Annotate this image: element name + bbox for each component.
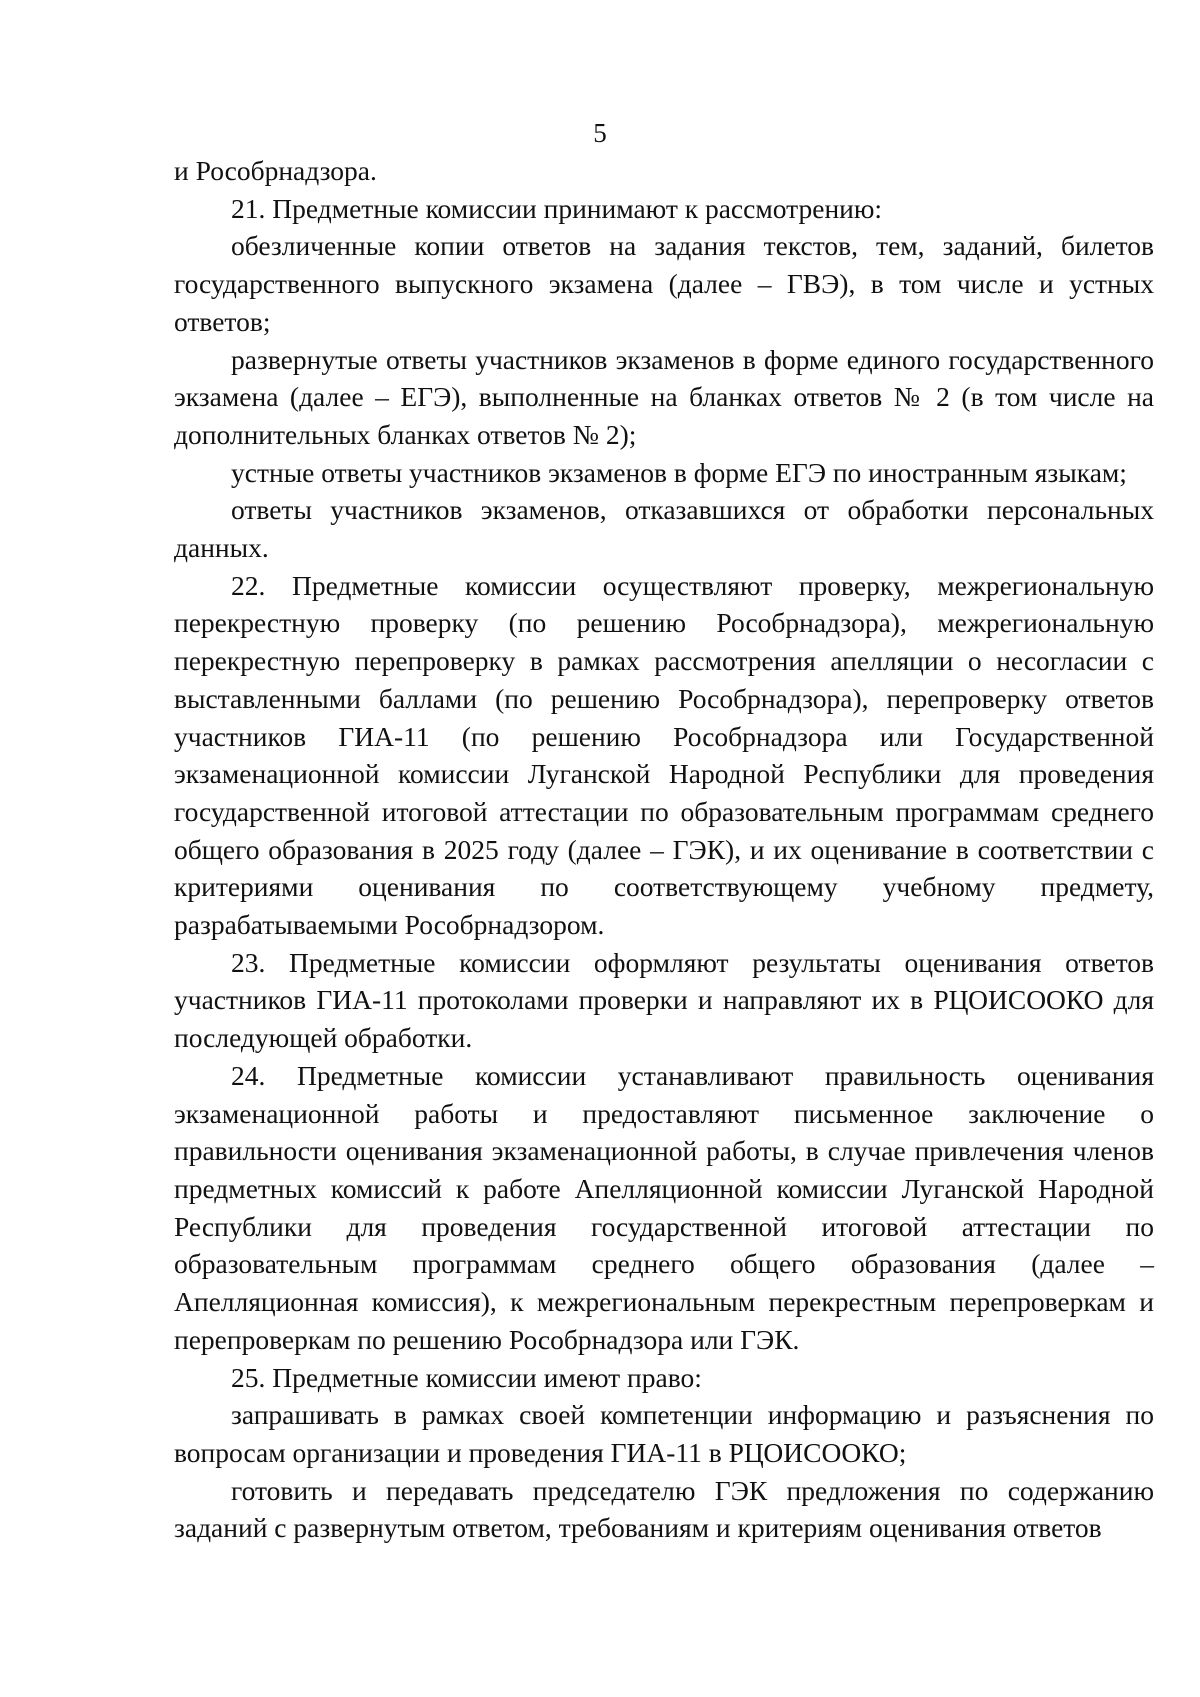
paragraph-21-item-1: обезличенные копии ответов на задания текстов, тем, заданий, билетов государственного выпускного экзамена (далее – ГВЭ), в том числе и устных ответов;	[174, 230, 1154, 337]
paragraph-25-item-1: запрашивать в рамках своей компетенции информацию и разъяснения по вопросам организации и проведения ГИА-11 в РЦОИСООКО;	[174, 1399, 1154, 1468]
document-body	[174, 152, 1154, 1547]
paragraph-continuation: и Рособрнадзора.	[174, 155, 377, 186]
paragraph-22: 22. Предметные комиссии осуществляют проверку, межрегиональную перекрестную проверку (по решению Рособрнадзора), межрегиональную перекрестную перепроверку в рамках рассмотрения апелляции о несогласии с выставленными баллами (по решению Рособрнадзора), перепроверку ответов участников ГИА-11 (по решению Рособрнадзора или Государственной экзаменационной комиссии Луганской Народной Республики для проведения государственной итоговой аттестации по образовательным программам среднего общего образования в 2025 году (далее – ГЭК), и их оценивание в соответствии с критериями оценивания по соответствующему учебному предмету, разрабатываемыми Рособрнадзором.	[174, 569, 1154, 941]
paragraph-23: 23. Предметные комиссии оформляют результаты оценивания ответов участников ГИА-11 протоколами проверки и направляют их в РЦОИСООКО для последующей обработки.	[174, 946, 1154, 1054]
page-number: 5	[593, 118, 607, 148]
paragraph-24: 24. Предметные комиссии устанавливают правильность оценивания экзаменационной работы и предоставляют письменное заключение о правильности оценивания экзаменационной работы, в случае привлечения членов предметных комиссий к работе Апелляционной комиссии Луганской Народной Республики для проведения государственной итоговой аттестации по образовательным программам среднего общего образования (далее – Апелляционная комиссия), к межрегиональным перекрестным перепроверкам и перепроверкам по решению Рособрнадзора или ГЭК.	[174, 1059, 1154, 1355]
paragraph-21-heading: 21. Предметные комиссии принимают к рассмотрению:	[231, 192, 883, 224]
paragraph-21-item-3: устные ответы участников экзаменов в форме ЕГЭ по иностранным языкам;	[231, 456, 1127, 488]
paragraph-21-item-4: ответы участников экзаменов, отказавшихся от обработки персональных данных.	[174, 494, 1154, 564]
paragraph-25-item-2: готовить и передавать председателю ГЭК предложения по содержанию заданий с развернутым ответом, требованиям и критериям оценивания ответов	[174, 1474, 1154, 1544]
paragraph-25-heading: 25. Предметные комиссии имеют право:	[231, 1361, 702, 1393]
paragraph-21-item-2: развернутые ответы участников экзаменов в форме единого государственного экзамена (далее – ЕГЭ), выполненные на бланках ответов № 2 (в том числе на дополнительных бланках ответов № 2);	[174, 343, 1154, 450]
